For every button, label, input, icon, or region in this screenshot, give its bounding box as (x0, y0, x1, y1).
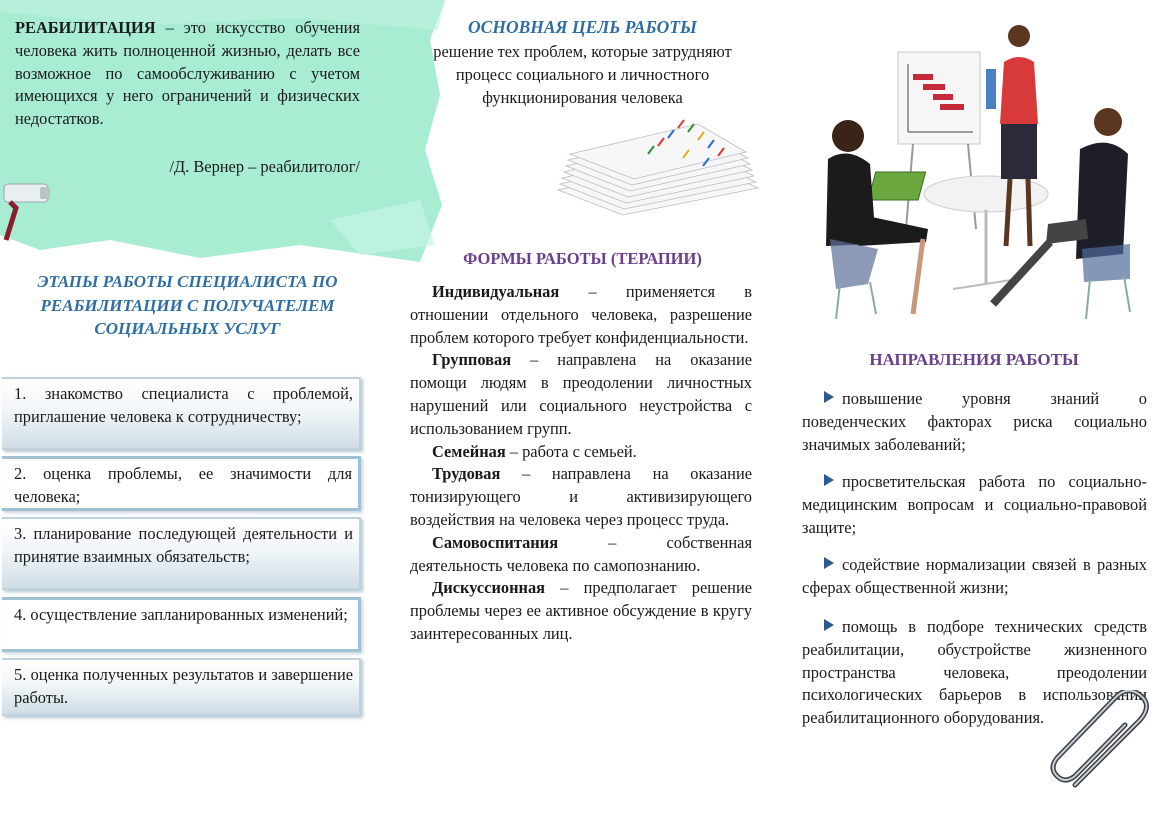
definition-text: – это искусство обучения человека жить полноценной жизнью, делать все возможное по самообслуживанию с учетом имеющихся у него ограничений и физических недостатков. (15, 18, 360, 129)
form-item-self-education: Самовоспитания – собственная деятельность человека по самопознанию. (410, 532, 752, 575)
stages-heading: ЭТАПЫ РАБОТЫ СПЕЦИАЛИСТА ПО РЕАБИЛИТАЦИИ С ПОЛУЧАТЕЛЕМ СОЦИАЛЬНЫХ УСЛУГ (37, 272, 338, 338)
goal-heading: ОСНОВНАЯ ЦЕЛЬ РАБОТЫ (468, 17, 697, 37)
forms-heading: ФОРМЫ РАБОТЫ (ТЕРАПИИ) (463, 249, 702, 268)
business-meeting-illustration (818, 14, 1138, 326)
form-item-labor: Трудовая – направлена на оказание тонизирующего и активизирующего воздействия на человека через процесс труда. (410, 464, 752, 529)
stage-item-4: 4. осуществление запланированных изменений; (2, 597, 361, 652)
document-stack-image (548, 110, 763, 220)
arrow-bullet-icon (824, 557, 834, 569)
paint-roller-icon (0, 182, 60, 252)
rehabilitation-definition (15, 17, 360, 131)
form-item-individual: Индивидуальная – применяется в отношении отдельного человека, разрешение проблем которого требует конфиденциальности. (410, 282, 752, 347)
direction-item-4: помощь в подборе технических средств реабилитации, обустройстве жизненного пространства человека, преодолении психологических барьеров в использовании реабилитационного оборудования. (802, 617, 1147, 728)
stage-item-3: 3. планирование последующей деятельности и принятие взаимных обязательств; (2, 517, 361, 590)
stage-item-1: 1. знакомство специалиста с проблемой, приглашение человека к сотрудничеству; (2, 377, 361, 450)
stage-item-2: 2. оценка проблемы, ее значимости для человека; (2, 456, 361, 511)
forms-list (410, 281, 752, 646)
paperclip-icon (1045, 690, 1155, 795)
form-item-family: Семейная – работа с семьей. (432, 441, 637, 461)
form-item-discussion: Дискуссионная – предполагает решение проблемы через ее активное обсуждение в кругу заинтересованных лиц. (410, 578, 752, 643)
directions-heading: НАПРАВЛЕНИЯ РАБОТЫ (869, 350, 1079, 369)
direction-item-2: просветительская работа по социально-медицинским вопросам и социально-правовой защите; (802, 472, 1147, 537)
stage-item-5: 5. оценка полученных результатов и завершение работы. (2, 658, 361, 716)
form-item-group: Групповая – направлена на оказание помощи людям в преодолении личностных нарушений или социального неустройства с использованием групп. (410, 350, 752, 438)
arrow-bullet-icon (824, 474, 834, 486)
definition-term: РЕАБИЛИТАЦИЯ (15, 18, 156, 37)
goal-text: решение тех проблем, которые затрудняют процесс социального и личностного функционирования человека (433, 42, 732, 107)
direction-item-3: содействие нормализации связей в разных сферах общественной жизни; (802, 555, 1147, 597)
arrow-bullet-icon (824, 391, 834, 403)
arrow-bullet-icon (824, 619, 834, 631)
quote-author: /Д. Вернер – реабилитолог/ (169, 157, 360, 176)
direction-item-1: повышение уровня знаний о поведенческих факторах риска социально значимых заболеваний; (802, 389, 1147, 454)
